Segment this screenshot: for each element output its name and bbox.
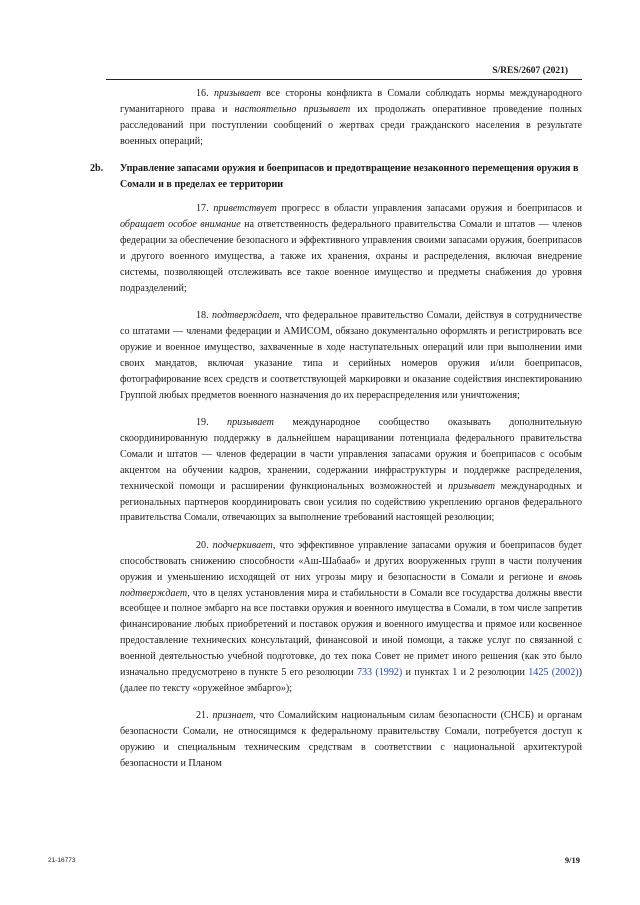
- resolution-paragraph: [120, 201, 582, 296]
- paragraph-text: на ответственность федерального правительства Сомали и штатов — членов федерации за обеспечение безопасного и эффективного управления своими запасами оружия, боеприпасов и другого военного имущества, а также их хранения, охраны и распределения, включая внедрение системы, позволяющей отслеживать все такое военное имущество и предметы снабжения до уровня подразделений;: [120, 219, 582, 294]
- operative-verb: приветствует: [213, 203, 277, 215]
- document-body: [90, 86, 583, 784]
- document-code: 21-16773: [48, 857, 76, 864]
- operative-verb: призывает: [448, 480, 496, 492]
- resolution-paragraph: [120, 308, 582, 403]
- document-symbol: S/RES/2607 (2021): [492, 66, 568, 76]
- resolution-paragraph: [120, 708, 582, 772]
- paragraph-text: и пунктах 1 и 2 резолюции: [402, 667, 529, 679]
- paragraph-text: , что эффективное управление запасами оружия и боеприпасов будет способствовать снижению способности «Аш-Шабааб» и других вооруженных групп в части получения оружия и уменьшению исходящей от них угрозы миру и безопасности в Сомали и регионе и: [120, 539, 582, 583]
- resolution-paragraph: [120, 538, 582, 697]
- paragraph-text: международных и региональных партнеров координировать свои усилия по содействию укреплению органов федерального правительства Сомали, отвечающих за выполнение требований настоящей резолюции;: [120, 480, 582, 524]
- paragraph-number: 16.: [196, 88, 209, 99]
- paragraph-text: прогресс в области управления запасами оружия и боеприпасов и: [276, 203, 582, 215]
- paragraph-group-top: [120, 86, 582, 150]
- operative-verb: призывает: [227, 417, 274, 428]
- paragraph-number: 17.: [196, 203, 209, 215]
- operative-verb: настоятельно призывает: [234, 103, 351, 115]
- operative-verb: подчеркивает: [212, 539, 273, 551]
- paragraph-number: 19.: [196, 417, 209, 428]
- paragraph-number: 21.: [196, 710, 209, 722]
- paragraph-text: , что в целях установления мира и стабильности в Сомали все государства должны ввести всеобщее и полное эмбарго на все поставки оружия и военного имущества в Сомали, в том числе запретив финансирование любых приобретений и поставок оружия и военного имущества и прямое или косвенное предоставление технических консультаций, финансовой и иной помощи, а также услуг по связанной с военной деятельностью учебной подготовке, до тех пока Совет не примет иного решения (как это было изначально предусмотрено в пункте 5 его резолюции: [120, 587, 582, 679]
- paragraph-text: их продолжать оперативное проведение полных расследований при поступлении сообщений о жертвах среди гражданского населения в результате военных операций;: [120, 103, 583, 147]
- resolution-link[interactable]: 733 (1992): [356, 667, 403, 679]
- operative-verb: призывает: [213, 88, 261, 99]
- operative-verb: обращает особое внимание: [120, 219, 241, 231]
- paragraph-number: 18.: [196, 310, 209, 322]
- paragraph-number: 20.: [196, 539, 209, 551]
- header-rule: [106, 79, 582, 80]
- resolution-paragraph: [120, 415, 582, 526]
- page-number: 9/19: [564, 855, 580, 865]
- section-title: Управление запасами оружия и боеприпасов и предотвращение незаконного перемещения оружия в Сомали и в пределах ее территории: [120, 163, 579, 190]
- resolution-link[interactable]: 1425 (2002): [528, 667, 579, 679]
- paragraph-text: ) (далее по тексту «оружейное эмбарго»);: [120, 667, 583, 694]
- paragraph-text: международное сообщество оказывать дополнительную скоординированную поддержку в дальнейшем наращивании потенциала федерального правительства Сомали и штатов — членов федерации в части управления запасами оружия и боеприпасов с особым акцентом на обучении кадров, хранении, содержании инфраструктуры и поддержке распределения, технической помощи и расширении функциональных возможностей и: [120, 417, 582, 492]
- section-number: 2b.: [90, 163, 104, 175]
- paragraph-text: , что федеральное правительство Сомали, действуя в сотрудничестве со штатами — членами федерации и АМИСОМ, обязано документально оформлять и регистрировать все оружие и военное имущество, захваченные в ходе наступательных операций или при выполнении ими своих мандатов, включая указание типа и серийных номеров оружия и/или боеприпасов, фотографирование всех средств и соответствующей маркировки и оказание содействия инспектированию Группой любых предметов военного назначения до их перераспределения или уничтожения;: [120, 310, 582, 401]
- operative-verb: подтверждает: [212, 310, 280, 322]
- operative-verb: вновь подтверждает: [120, 571, 582, 599]
- operative-verb: признает: [212, 710, 254, 722]
- paragraph-text: все стороны конфликта в Сомали соблюдать нормы международного гуманитарного права и: [120, 88, 582, 115]
- paragraph-group-main: [120, 201, 582, 772]
- section-heading: [90, 161, 582, 192]
- resolution-paragraph: [120, 86, 582, 150]
- paragraph-text: , что Сомалийским национальным силам безопасности (СНСБ) и органам безопасности Сомали, не относящимся к федеральному правительству Сомали, потребуется доступ к оружию и специальным техническим средствам в соответствии с национальной архитектурой безопасности и Планом: [120, 710, 582, 770]
